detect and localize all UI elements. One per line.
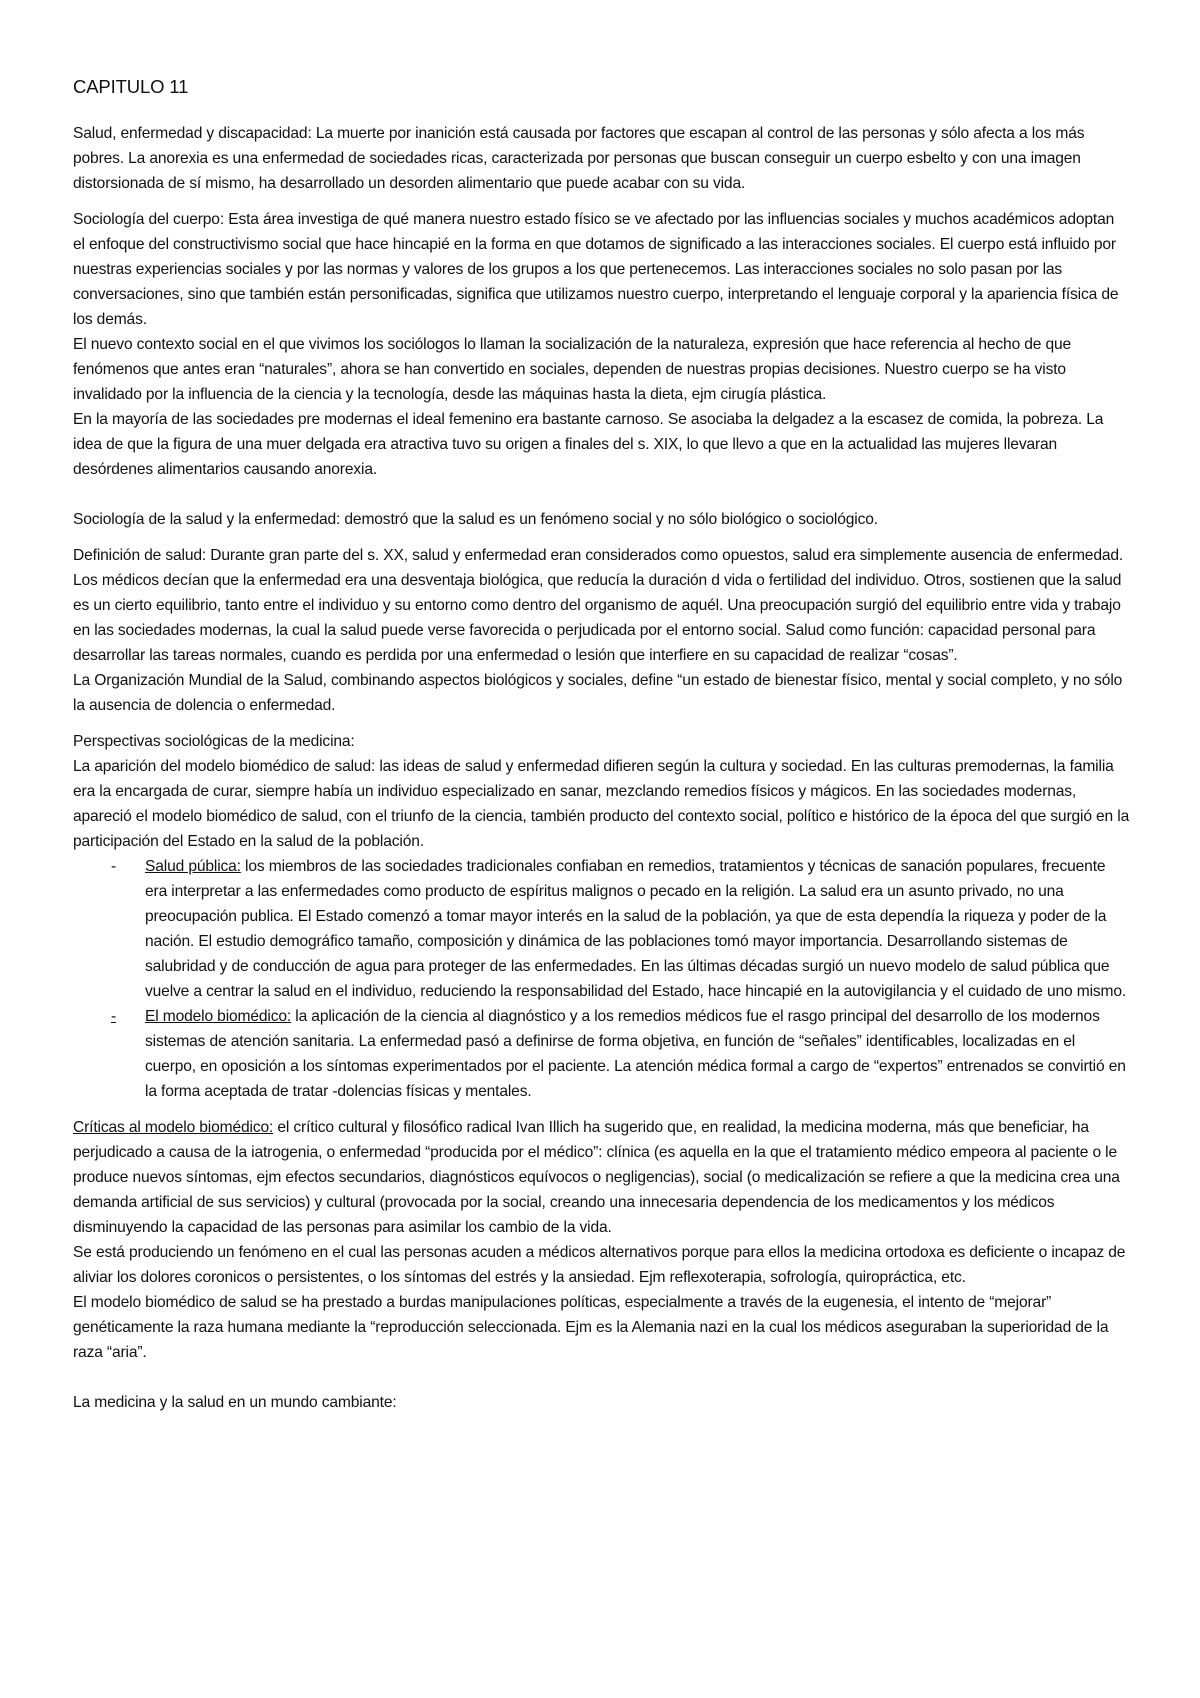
bullet-list	[73, 854, 1130, 1104]
paragraph-text: La muerte por inanición está causada por factores que escapan al control de las personas y sólo afecta a los más pobres. La anorexia es una enfermedad de sociedades ricas, caracterizada por personas que buscan conseguir un cuerpo esbelto y con una imagen distorsionada de sí mismo, ha desarrollado un desorden alimentario que puede acabar con su vida.	[73, 125, 1085, 192]
section-heading: Sociología del cuerpo:	[73, 211, 225, 228]
paragraph-text: las ideas de salud y enfermedad difieren según la cultura y sociedad. En las culturas premodernas, la familia era la encargada de curar, siempre había un individuo especializado en sanar, mezclando remedios físicos y mágicos. En las sociedades modernas, apareció el modelo biomédico de salud, con el triunfo de la ciencia, también producto del contexto social, político e histórico de la época del que surgió en la participación del Estado en la salud de la población.	[73, 758, 1130, 850]
paragraph-text: El nuevo contexto social en el que vivimos los sociólogos lo llaman la socialización de la naturaleza, expresión que hace referencia al hecho de que fenómenos que antes eran “naturales”, ahora se han convertido en sociales, dependen de nuestras propias decisiones. Nuestro cuerpo se ha visto invalidado por la influencia de la ciencia y la tecnología, desde las máquinas hasta la dieta, ejm cirugía plástica.	[73, 336, 1072, 403]
chapter-title: CAPITULO 11	[73, 76, 189, 97]
paragraph-text: el crítico cultural y filosófico radical Ivan Illich ha sugerido que, en realidad, la medicina moderna, más que beneficiar, ha perjudicado a causa de la iatrogenia, o enfermedad “producida por el médico”: clínica (es aquella en la que el tratamiento médico empeora al paciente o le produce nuevos síntomas, ejm efectos secundarios, diagnósticos equívocos o negligencias), social (o medicalización se refiere a que la medicina crea una demanda artificial de sus servicios) y cultural (provocada por la social, creando una innecesaria dependencia de los medicamentos y los médicos disminuyendo la capacidad de las personas para asimilar los cambio de la vida.	[73, 1119, 1120, 1236]
paragraph-text: La Organización Mundial de la Salud, combinando aspectos biológicos y sociales, define “un estado de bienestar físico, mental y social completo, y no sólo la ausencia de dolencia o enfermedad.	[73, 672, 1123, 714]
section-criticas	[73, 1115, 1130, 1365]
paragraph-text: En la mayoría de las sociedades pre modernas el ideal femenino era bastante carnoso. Se asociaba la delgadez a la escasez de comida, la pobreza. La idea de que la figura de una muer delgada era atractiva tuvo su origen a finales del s. XIX, lo que llevo a que en la actualidad las mujeres llevaran desórdenes alimentarios causando anorexia.	[73, 411, 1104, 478]
paragraph-definicion-salud	[73, 543, 1130, 668]
paragraph-sociologia-cuerpo	[73, 207, 1130, 332]
paragraph-text: demostró que la salud es un fenómeno social y no sólo biológico o sociológico.	[340, 511, 878, 528]
paragraph-modelo-biomedico	[73, 754, 1130, 854]
paragraph-text: Se está produciendo un fenómeno en el cual las personas acuden a médicos alternativos porque para ellos la medicina ortodoxa es deficiente o incapaz de aliviar los dolores coronicos o persistentes, o los síntomas del estrés y la ansiedad. Ejm reflexoterapia, sofrología, quiropráctica, etc.	[73, 1244, 1126, 1286]
section-perspectivas	[73, 729, 1130, 1104]
list-item	[73, 854, 1130, 1004]
section-heading: La medicina y la salud en un mundo cambiante:	[73, 1394, 397, 1411]
list-item	[73, 1004, 1130, 1104]
section-definicion-salud	[73, 543, 1130, 718]
bullet-dash: -	[111, 1008, 117, 1025]
paragraph-criticas	[73, 1115, 1130, 1240]
section-heading: Definición de salud:	[73, 547, 207, 564]
paragraph-sociologia-salud	[73, 507, 1130, 532]
section-heading: Perspectivas sociológicas de la medicina:	[73, 733, 355, 750]
bullet-label: El modelo biomédico:	[145, 1008, 292, 1025]
bullet-text: la aplicación de la ciencia al diagnóstico y a los remedios médicos fue el rasgo principal del desarrollo de los modernos sistemas de atención sanitaria. La enfermedad pasó a definirse de forma objetiva, en función de “señales” identificables, localizadas en el cuerpo, en oposición a los síntomas experimentados por el paciente. La atención médica formal a cargo de “expertos” entrenados se convirtió en la forma aceptada de tratar -dolencias físicas y mentales.	[145, 1008, 1126, 1100]
paragraph-salud-enfermedad	[73, 121, 1130, 196]
section-heading: Críticas al modelo biomédico:	[73, 1119, 274, 1136]
subheading: La aparición del modelo biomédico de salud:	[73, 758, 376, 775]
bullet-label: Salud pública:	[145, 858, 241, 875]
paragraph-text: El modelo biomédico de salud se ha prestado a burdas manipulaciones políticas, especialmente a través de la eugenesia, el intento de “mejorar” genéticamente la raza humana mediante la “reproducción seleccionada. Ejm es la Alemania nazi en la cual los médicos aseguraban la superioridad de la raza “aria”.	[73, 1294, 1109, 1361]
section-sociologia-cuerpo	[73, 207, 1130, 482]
paragraph-text: Esta área investiga de qué manera nuestro estado físico se ve afectado por las influencias sociales y muchos académicos adoptan el enfoque del constructivismo social que hace hincapié en la forma en que dotamos de significado a las interacciones sociales. El cuerpo está influido por nuestras experiencias sociales y por las normas y valores de los grupos a los que pertenecemos. Las interacciones sociales no solo pasan por las conversaciones, sino que también están personificadas, significa que utilizamos nuestro cuerpo, interpretando el lenguaje corporal y la apariencia física de los demás.	[73, 211, 1119, 328]
bullet-text: los miembros de las sociedades tradicionales confiaban en remedios, tratamientos y técnicas de sanación populares, frecuente era interpretar a las enfermedades como producto de espíritus malignos o pecado en la religión. La salud era un asunto privado, no una preocupación publica. El Estado comenzó a tomar mayor interés en la salud de la población, ya que de esta dependía la riqueza y poder de la nación. El estudio demográfico tamaño, composición y dinámica de las poblaciones tomó mayor importancia. Desarrollando sistemas de salubridad y de conducción de agua para proteger de las enfermedades. En las últimas décadas surgió un nuevo modelo de salud pública que vuelve a centrar la salud en el individuo, reduciendo la responsabilidad del Estado, hace hincapié en la autovigilancia y el cuidado de uno mismo.	[145, 858, 1127, 1000]
bullet-dash: -	[111, 858, 117, 875]
paragraph-text: Durante gran parte del s. XX, salud y enfermedad eran considerados como opuestos, salud era simplemente ausencia de enfermedad. Los médicos decían que la enfermedad era una desventaja biológica, que reducía la duración d vida o fertilidad del individuo. Otros, sostienen que la salud es un cierto equilibrio, tanto entre el individuo y su entorno como dentro del organismo de aquél. Una preocupación surgió del equilibrio entre vida y trabajo en las sociedades modernas, la cual la salud puede verse favorecida o perjudicada por el entorno social. Salud como función: capacidad personal para desarrollar las tareas normales, cuando es perdida por una enfermedad o lesión que interfiere en su capacidad de realizar “cosas”.	[73, 547, 1124, 664]
section-heading: Sociología de la salud y la enfermedad:	[73, 511, 341, 528]
section-heading: Salud, enfermedad y discapacidad:	[73, 125, 312, 142]
